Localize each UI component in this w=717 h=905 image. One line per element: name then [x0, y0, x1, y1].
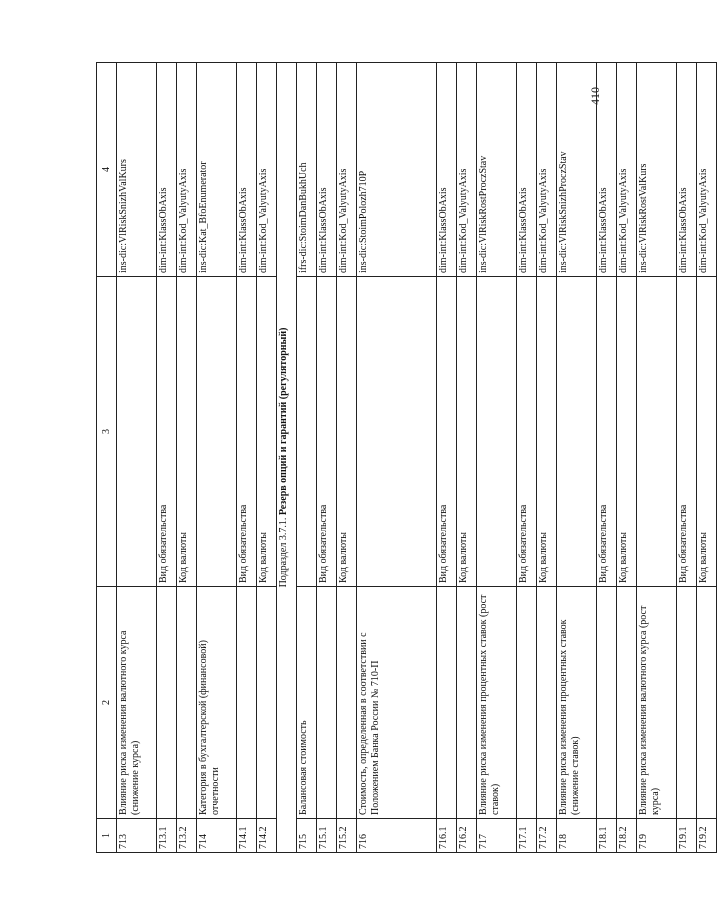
table-header-row	[97, 63, 117, 853]
subsection-title: Резерв опций и гарантий (регуляторный)	[278, 327, 289, 516]
table-row	[157, 63, 177, 853]
row-name	[537, 587, 557, 819]
row-code: dim-int:Kod_ValyutyAxis	[177, 63, 197, 277]
row-number: 719.2	[697, 819, 717, 853]
row-name: Влияние риска изменения валютного курса (снижение курса)	[117, 587, 157, 819]
table-row	[617, 63, 637, 853]
row-code: dim-int:Kod_ValyutyAxis	[537, 63, 557, 277]
row-name: Влияние риска изменения процентных ставок (снижение ставок)	[557, 587, 597, 819]
row-attribute	[297, 277, 317, 587]
row-number: 713.2	[177, 819, 197, 853]
row-code: dim-int:Kod_ValyutyAxis	[457, 63, 477, 277]
row-name	[617, 587, 637, 819]
data-table	[96, 62, 717, 853]
row-code: ins-dic:VlRiskRostProczStav	[477, 63, 517, 277]
row-name	[237, 587, 257, 819]
row-attribute: Вид обязательства	[437, 277, 457, 587]
row-name	[677, 587, 697, 819]
row-attribute: Код валюты	[177, 277, 197, 587]
table-row	[257, 63, 277, 853]
row-number: 715.1	[317, 819, 337, 853]
table-row	[297, 63, 317, 853]
row-number: 713	[117, 819, 157, 853]
row-number: 714.2	[257, 819, 277, 853]
row-code: dim-int:Kod_ValyutyAxis	[697, 63, 717, 277]
row-attribute	[637, 277, 677, 587]
row-code: dim-int:KlassObAxis	[517, 63, 537, 277]
column-header: 4	[97, 63, 117, 277]
row-number: 718.1	[597, 819, 617, 853]
table-row	[677, 63, 697, 853]
row-number: 718	[557, 819, 597, 853]
row-attribute: Код валюты	[337, 277, 357, 587]
column-header: 1	[97, 819, 117, 853]
row-name	[597, 587, 617, 819]
row-attribute: Вид обязательства	[597, 277, 617, 587]
subsection-prefix: Подраздел 3.7.1.	[278, 517, 289, 588]
column-header: 2	[97, 587, 117, 819]
row-name	[437, 587, 457, 819]
row-code: dim-int:KlassObAxis	[677, 63, 697, 277]
table-row	[597, 63, 617, 853]
table-row	[237, 63, 257, 853]
table-row	[317, 63, 337, 853]
page-number: 410	[588, 87, 602, 105]
row-attribute: Вид обязательства	[517, 277, 537, 587]
row-number: 719	[637, 819, 677, 853]
row-name: Влияние риска изменения валютного курса (рост курса)	[637, 587, 677, 819]
row-attribute	[477, 277, 517, 587]
row-name: Категория в бухгалтерской (финансовой) отчетности	[197, 587, 237, 819]
row-number: 713.1	[157, 819, 177, 853]
table-row	[117, 63, 157, 853]
row-code: ins-dic:VlRiskSnizhValKurs	[117, 63, 157, 277]
row-name	[697, 587, 717, 819]
row-name: Влияние риска изменения процентных ставок (рост ставок)	[477, 587, 517, 819]
row-attribute: Код валюты	[617, 277, 637, 587]
row-name	[517, 587, 537, 819]
table-row	[517, 63, 537, 853]
table-row	[337, 63, 357, 853]
table-row	[557, 63, 597, 853]
column-header: 3	[97, 277, 117, 587]
row-attribute: Код валюты	[457, 277, 477, 587]
row-code: dim-int:KlassObAxis	[437, 63, 457, 277]
table-row	[357, 63, 437, 853]
row-code: dim-int:KlassObAxis	[597, 63, 617, 277]
row-attribute: Вид обязательства	[237, 277, 257, 587]
row-number: 715.2	[337, 819, 357, 853]
row-number: 716.2	[457, 819, 477, 853]
row-number: 717.1	[517, 819, 537, 853]
table-row	[477, 63, 517, 853]
row-number: 717	[477, 819, 517, 853]
row-code: dim-int:Kod_ValyutyAxis	[337, 63, 357, 277]
row-number: 719.1	[677, 819, 697, 853]
row-name: Стоимость, определенная в соответствии с Положением Банка России № 710-П	[357, 587, 437, 819]
row-number: 717.2	[537, 819, 557, 853]
row-number: 718.2	[617, 819, 637, 853]
row-number: 714.1	[237, 819, 257, 853]
row-code: ins-dic:StoimPolozh710P	[357, 63, 437, 277]
table-row	[177, 63, 197, 853]
row-name	[317, 587, 337, 819]
row-attribute	[117, 277, 157, 587]
row-code: ifrs-dic:StoimDanBukhUch	[297, 63, 317, 277]
row-code: dim-int:KlassObAxis	[317, 63, 337, 277]
row-number: 714	[197, 819, 237, 853]
row-attribute	[357, 277, 437, 587]
row-number: 715	[297, 819, 317, 853]
row-name	[257, 587, 277, 819]
row-number: 716	[357, 819, 437, 853]
row-code: ins-dic:VlRiskRostValKurs	[637, 63, 677, 277]
subsection-heading	[277, 63, 297, 853]
row-name	[337, 587, 357, 819]
row-code: ins-dic:VlRiskSnizhProczStav	[557, 63, 597, 277]
row-code: dim-int:Kod_ValyutyAxis	[617, 63, 637, 277]
row-code: dim-int:Kod_ValyutyAxis	[257, 63, 277, 277]
table-row	[637, 63, 677, 853]
row-name	[457, 587, 477, 819]
table-row	[197, 63, 237, 853]
table-row	[457, 63, 477, 853]
subsection-row	[277, 63, 297, 853]
row-name: Балансовая стоимость	[297, 587, 317, 819]
row-attribute: Код валюты	[537, 277, 557, 587]
row-name	[177, 587, 197, 819]
row-code: ins-dic:Kat_BfoEnumerator	[197, 63, 237, 277]
row-attribute: Код валюты	[257, 277, 277, 587]
row-number: 716.1	[437, 819, 457, 853]
row-code: dim-int:KlassObAxis	[157, 63, 177, 277]
table-row	[697, 63, 717, 853]
row-attribute: Вид обязательства	[317, 277, 337, 587]
row-name	[157, 587, 177, 819]
row-attribute: Вид обязательства	[157, 277, 177, 587]
table-row	[437, 63, 457, 853]
row-attribute: Вид обязательства	[677, 277, 697, 587]
row-attribute	[197, 277, 237, 587]
row-code: dim-int:KlassObAxis	[237, 63, 257, 277]
row-attribute: Код валюты	[697, 277, 717, 587]
row-attribute	[557, 277, 597, 587]
table-row	[537, 63, 557, 853]
